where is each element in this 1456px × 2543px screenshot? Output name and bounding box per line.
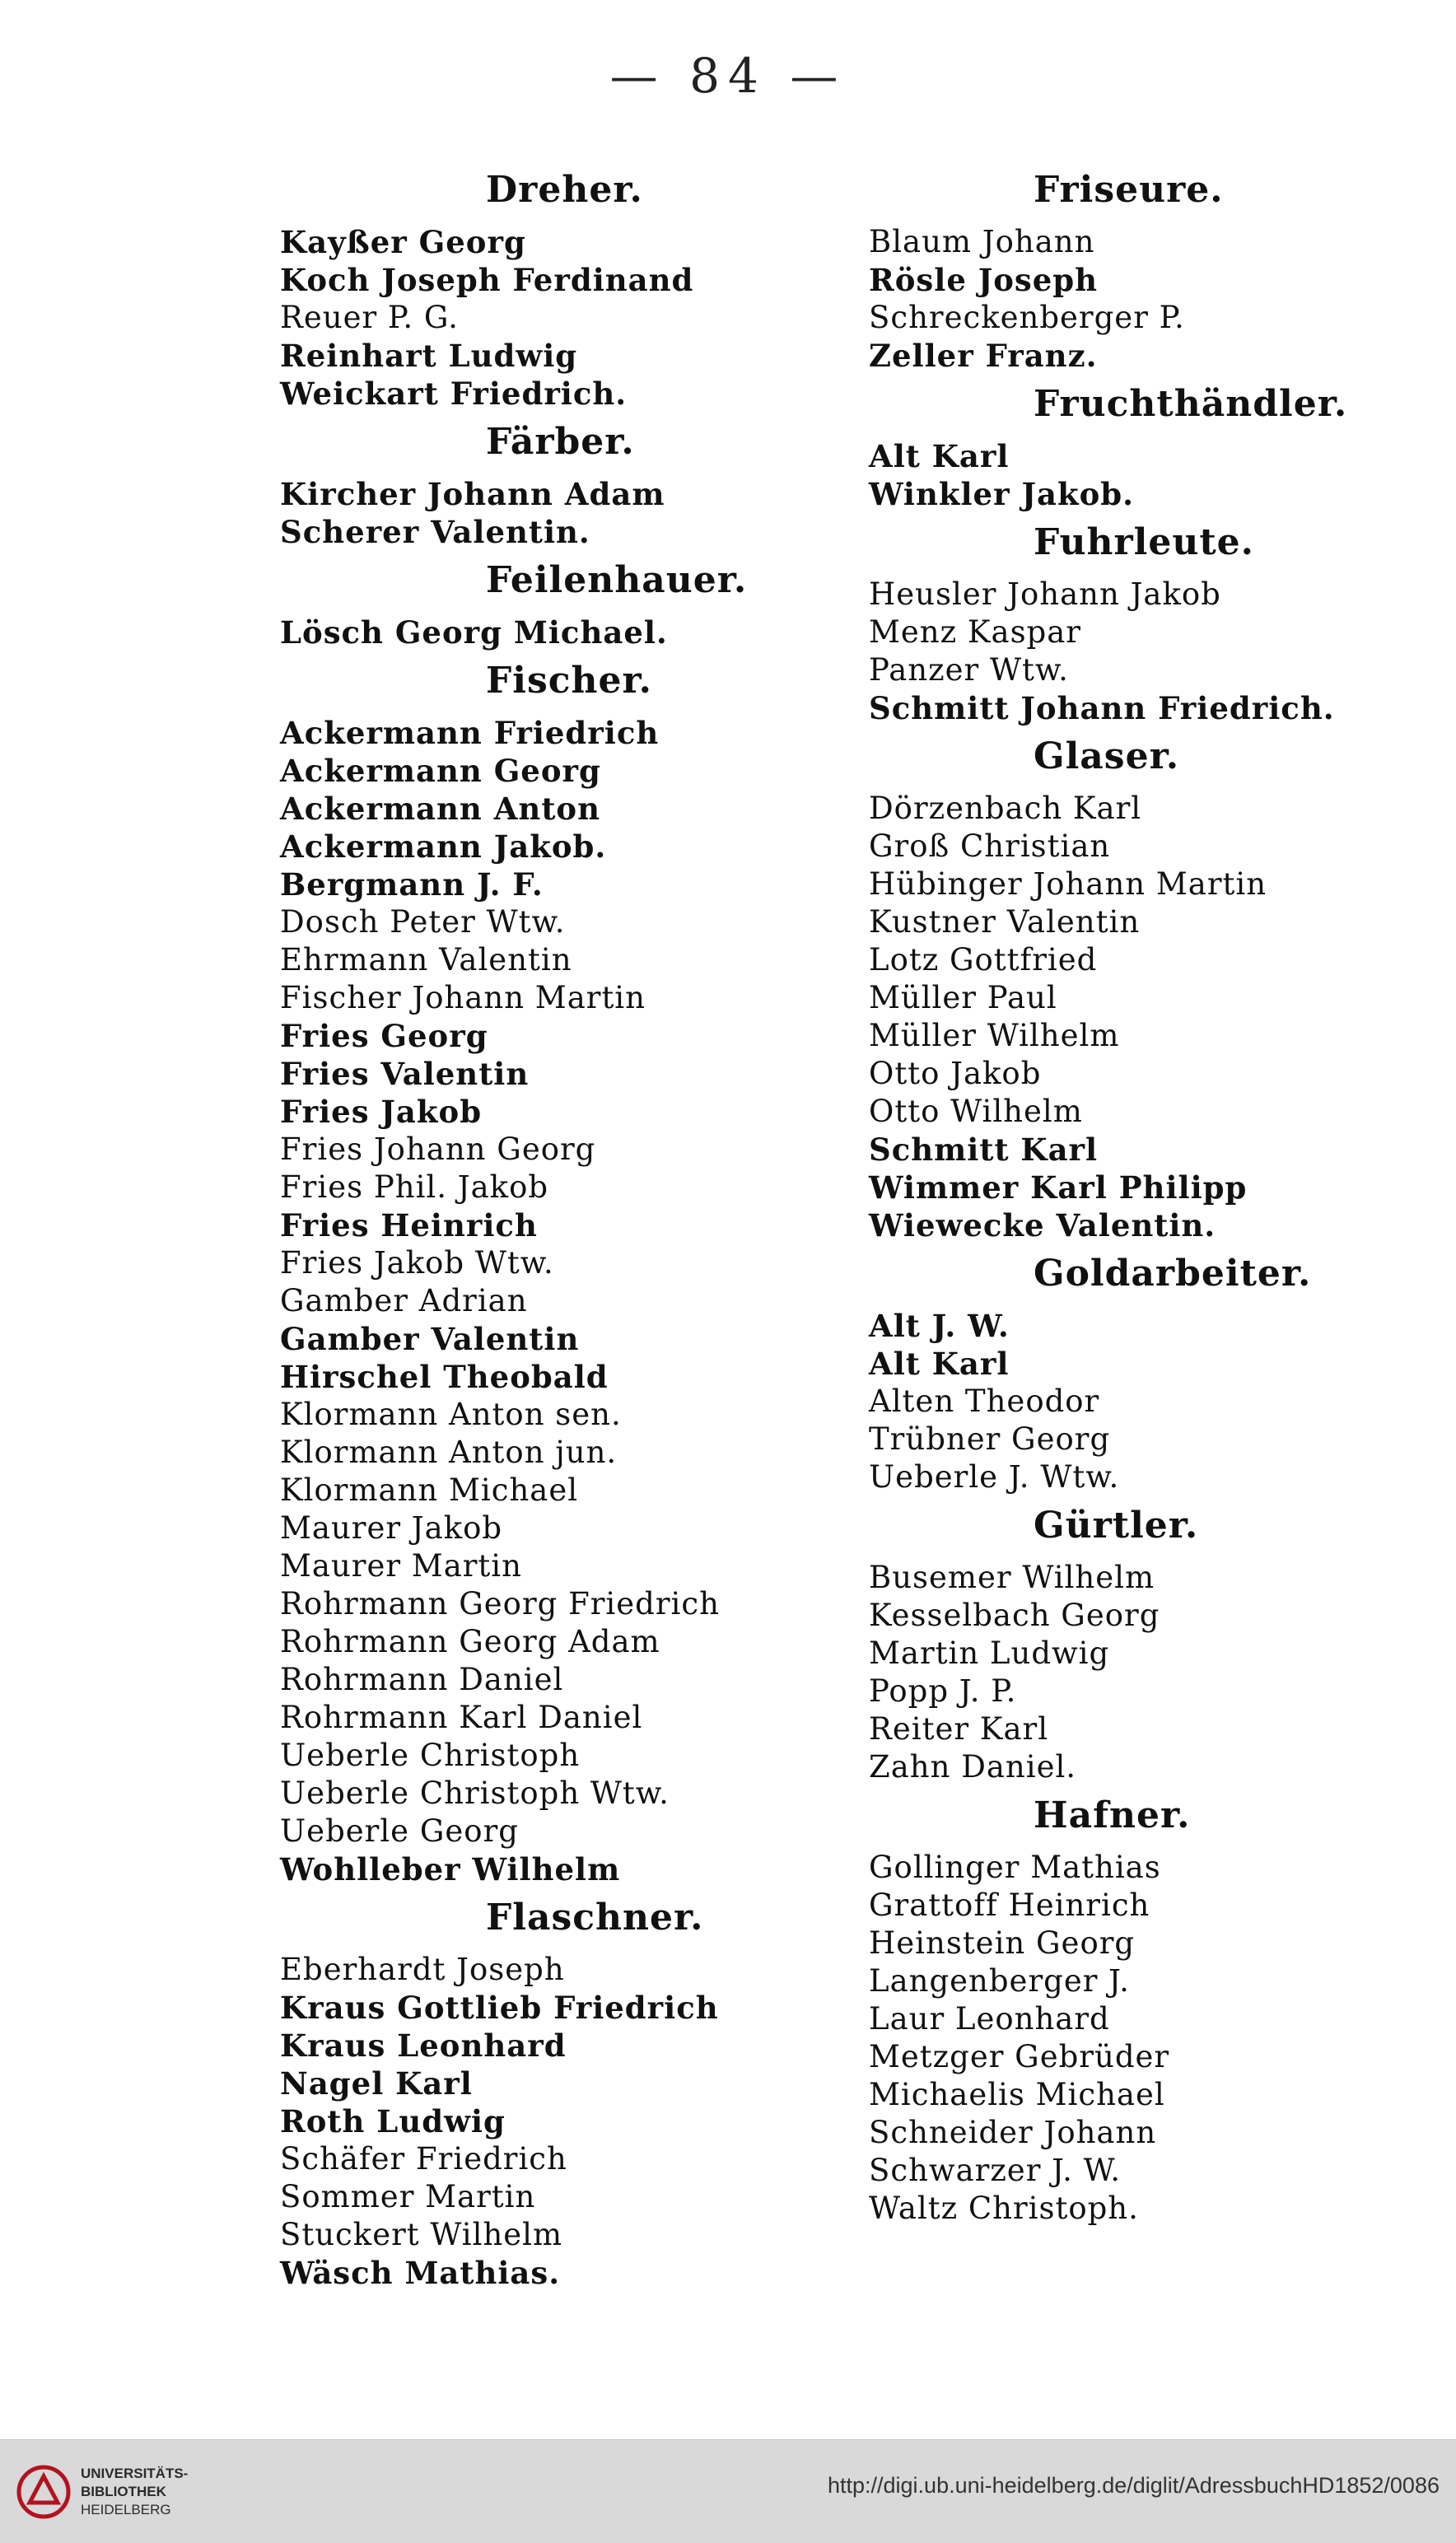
list-item: Kraus Gottlieb Friedrich xyxy=(280,1990,719,2026)
list-item: Schneider Johann xyxy=(869,2115,1157,2150)
list-item: Fries Phil. Jakob xyxy=(280,1169,549,1205)
section-feilenhauer xyxy=(280,556,856,651)
section-heading: Feilenhauer. xyxy=(486,559,748,601)
section-hafner xyxy=(869,1791,1396,2228)
list-item: Ueberle Georg xyxy=(280,1813,519,1849)
list-item: Lösch Georg Michael. xyxy=(280,614,668,651)
list-item: Wäsch Mathias. xyxy=(280,2255,561,2291)
library-name-line: UNIVERSITÄTS- xyxy=(81,2466,189,2481)
list-item: Sommer Martin xyxy=(280,2179,536,2214)
list-item: Zahn Daniel. xyxy=(869,1749,1077,1785)
list-item: Müller Paul xyxy=(869,980,1057,1015)
list-item: Rohrmann Georg Friedrich xyxy=(280,1586,720,1621)
list-item: Fries Heinrich xyxy=(280,1207,538,1244)
list-item: Otto Wilhelm xyxy=(869,1094,1083,1129)
list-item: Wimmer Karl Philipp xyxy=(869,1169,1248,1206)
list-item: Grattoff Heinrich xyxy=(869,1887,1150,1923)
list-item: Rohrmann Karl Daniel xyxy=(280,1700,643,1735)
list-item: Winkler Jakob. xyxy=(869,476,1135,512)
viewer-footer xyxy=(0,2439,1456,2543)
section-fruchthaendler xyxy=(869,380,1396,513)
list-item: Roth Ludwig xyxy=(280,2103,506,2139)
list-item: Alt Karl xyxy=(869,1346,1010,1382)
list-item: Ackermann Anton xyxy=(280,791,600,827)
library-name-line: BIBLIOTHEK xyxy=(81,2484,166,2499)
section-dreher xyxy=(280,166,856,413)
list-item: Heusler Johann Jakob xyxy=(869,576,1221,612)
list-item: Groß Christian xyxy=(869,828,1111,864)
section-heading: Glaser. xyxy=(1034,735,1180,777)
list-item: Gollinger Mathias xyxy=(869,1850,1161,1885)
section-guertler xyxy=(869,1501,1396,1786)
list-item: Schreckenberger P. xyxy=(869,300,1185,335)
list-item: Stuckert Wilhelm xyxy=(280,2217,563,2252)
list-item: Gamber Valentin xyxy=(280,1321,580,1357)
list-item: Zeller Franz. xyxy=(869,338,1098,374)
list-item: Alt Karl xyxy=(869,438,1010,474)
list-item: Alt J. W. xyxy=(869,1308,1010,1344)
list-item: Metzger Gebrüder xyxy=(869,2039,1170,2074)
list-item: Lotz Gottfried xyxy=(869,942,1098,978)
list-item: Maurer Martin xyxy=(280,1548,522,1584)
section-glaser xyxy=(869,732,1396,1244)
section-heading: Friseure. xyxy=(1034,169,1224,211)
section-fuhrleute xyxy=(869,518,1396,727)
section-faerber xyxy=(280,418,856,551)
list-item: Alten Theodor xyxy=(869,1383,1100,1419)
page-number: — 84 — xyxy=(609,48,847,104)
list-item: Fries Johann Georg xyxy=(280,1132,596,1167)
list-item: Kircher Johann Adam xyxy=(280,476,665,512)
list-item: Bergmann J. F. xyxy=(280,866,544,903)
list-item: Schäfer Friedrich xyxy=(280,2141,567,2177)
list-item: Maurer Jakob xyxy=(280,1510,503,1546)
list-item: Hirschel Theobald xyxy=(280,1359,609,1395)
university-library-logo-icon xyxy=(15,2463,72,2521)
list-item: Fries Georg xyxy=(280,1018,488,1054)
list-item: Langenberger J. xyxy=(869,1963,1130,1999)
list-item: Dörzenbach Karl xyxy=(869,791,1142,826)
list-item: Panzer Wtw. xyxy=(869,652,1069,688)
list-item: Müller Wilhelm xyxy=(869,1018,1120,1053)
list-item: Ehrmann Valentin xyxy=(280,942,572,978)
list-item: Busemer Wilhelm xyxy=(869,1560,1155,1595)
library-name xyxy=(81,2465,188,2519)
list-item: Reuer P. G. xyxy=(280,300,459,335)
list-item: Wiewecke Valentin. xyxy=(869,1207,1216,1244)
list-item: Koch Joseph Ferdinand xyxy=(280,262,694,298)
left-column xyxy=(280,161,856,2292)
list-item: Schwarzer J. W. xyxy=(869,2153,1121,2188)
section-heading: Fischer. xyxy=(486,660,652,702)
list-item: Kesselbach Georg xyxy=(869,1598,1160,1633)
section-fischer xyxy=(280,656,856,1888)
section-heading: Hafner. xyxy=(1034,1794,1191,1836)
right-column xyxy=(869,161,1396,2228)
section-heading: Färber. xyxy=(486,421,635,463)
section-heading: Gürtler. xyxy=(1034,1505,1199,1547)
list-item: Fries Valentin xyxy=(280,1056,530,1092)
section-heading: Goldarbeiter. xyxy=(1034,1253,1312,1295)
list-item: Kayßer Georg xyxy=(280,224,526,260)
library-name-line: HEIDELBERG xyxy=(81,2502,171,2517)
section-friseure xyxy=(869,166,1396,375)
list-item: Ackermann Georg xyxy=(280,753,601,789)
section-heading: Fruchthändler. xyxy=(1034,383,1348,425)
section-flaschner xyxy=(280,1893,856,2292)
section-heading: Flaschner. xyxy=(486,1897,704,1939)
list-item: Rohrmann Daniel xyxy=(280,1662,564,1697)
list-item: Klormann Anton jun. xyxy=(280,1435,618,1470)
list-item: Blaum Johann xyxy=(869,224,1095,259)
list-item: Heinstein Georg xyxy=(869,1925,1136,1961)
list-item: Dosch Peter Wtw. xyxy=(280,904,566,940)
list-item: Menz Kaspar xyxy=(869,614,1081,650)
list-item: Reiter Karl xyxy=(869,1711,1049,1747)
list-item: Nagel Karl xyxy=(280,2065,473,2102)
source-url-link[interactable]: http://digi.ub.uni-heidelberg.de/diglit/AdressbuchHD1852/0086 xyxy=(827,2473,1440,2498)
list-item: Wohlleber Wilhelm xyxy=(280,1851,621,1887)
list-item: Trübner Georg xyxy=(869,1421,1111,1457)
list-item: Schmitt Karl xyxy=(869,1132,1099,1168)
list-item: Reinhart Ludwig xyxy=(280,338,578,374)
list-item: Hübinger Johann Martin xyxy=(869,866,1267,902)
list-item: Ueberle Christoph Wtw. xyxy=(280,1775,670,1811)
list-item: Laur Leonhard xyxy=(869,2001,1110,2037)
list-item: Rösle Joseph xyxy=(869,262,1099,298)
list-item: Klormann Michael xyxy=(280,1472,579,1508)
list-item: Popp J. P. xyxy=(869,1673,1017,1709)
list-item: Fischer Johann Martin xyxy=(280,980,646,1015)
list-item: Scherer Valentin. xyxy=(280,514,590,550)
list-item: Eberhardt Joseph xyxy=(280,1952,565,1987)
list-item: Fries Jakob Wtw. xyxy=(280,1245,554,1281)
section-heading: Dreher. xyxy=(486,169,643,211)
list-item: Kustner Valentin xyxy=(869,904,1141,940)
list-item: Martin Ludwig xyxy=(869,1635,1110,1671)
list-item: Klormann Anton sen. xyxy=(280,1397,622,1432)
list-item: Ueberle Christoph xyxy=(280,1738,581,1773)
list-item: Gamber Adrian xyxy=(280,1283,528,1318)
list-item: Weickart Friedrich. xyxy=(280,376,628,412)
section-goldarbeiter xyxy=(869,1249,1396,1496)
list-item: Ackermann Friedrich xyxy=(280,715,660,751)
list-item: Fries Jakob xyxy=(280,1094,483,1130)
list-item: Ueberle J. Wtw. xyxy=(869,1459,1120,1495)
list-item: Rohrmann Georg Adam xyxy=(280,1624,660,1659)
list-item: Kraus Leonhard xyxy=(280,2027,567,2064)
list-item: Otto Jakob xyxy=(869,1056,1042,1091)
list-item: Ackermann Jakob. xyxy=(280,828,607,865)
list-item: Schmitt Johann Friedrich. xyxy=(869,690,1335,726)
section-heading: Fuhrleute. xyxy=(1034,521,1254,563)
list-item: Waltz Christoph. xyxy=(869,2191,1139,2226)
list-item: Michaelis Michael xyxy=(869,2077,1165,2112)
